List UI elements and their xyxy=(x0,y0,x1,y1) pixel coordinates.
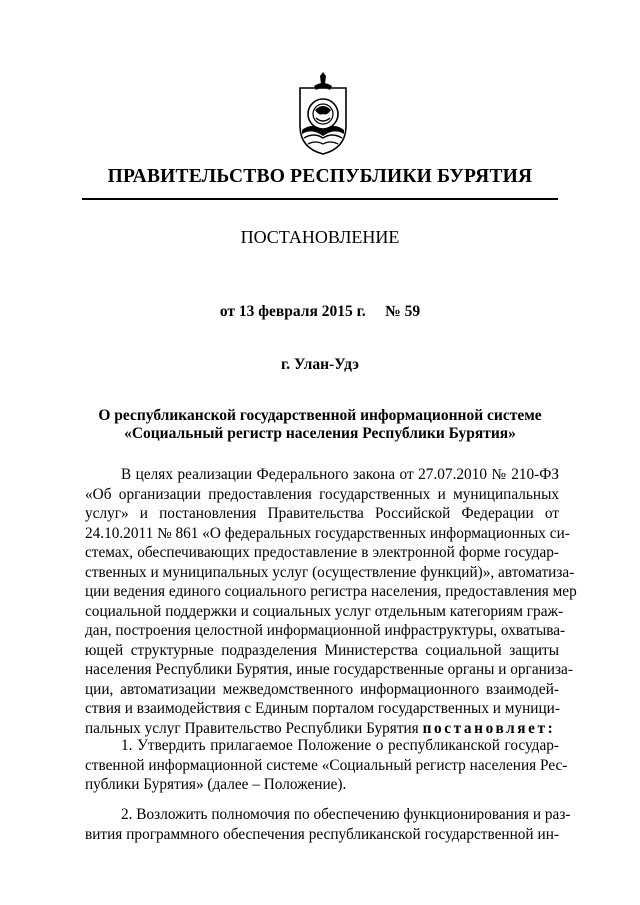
paragraph-line: вития программного обеспечения республиканской государственной ин- xyxy=(85,825,559,843)
paragraph-line: услуг» и постановления Правительства Российской Федерации от xyxy=(85,505,559,522)
document-title xyxy=(60,407,580,443)
header-rule xyxy=(82,198,558,200)
decree-word: постановляет: xyxy=(422,719,556,737)
government-name: ПРАВИТЕЛЬСТВО РЕСПУБЛИКИ БУРЯТИЯ xyxy=(107,166,533,187)
paragraph-line: населения Республики Бурятия, иные государственные органы и организа- xyxy=(85,661,573,678)
preamble-paragraph xyxy=(85,465,577,738)
coat-of-arms-emblem xyxy=(294,72,352,156)
title-line: О республиканской государственной информационной системе xyxy=(98,407,542,424)
paragraph-line: «Об организации предоставления государственных и муниципальных xyxy=(85,485,559,503)
paragraph-line: ющей структурные подразделения Министерства социальной защиты xyxy=(85,641,559,659)
paragraph-line: В целях реализации Федерального закона от 27.07.2010 № 210-ФЗ xyxy=(121,466,559,483)
paragraph-line: ции ведения единого социального регистра населения, предоставления мер xyxy=(85,583,577,600)
paragraph-line: ствия и взаимодействия с Единым порталом государственных и муници- xyxy=(85,700,560,717)
paragraph-line-text: пальных услуг Правительство Республики Бурятия xyxy=(85,719,419,737)
paragraph-line: ственной информационной системе «Социальный регистр населения Рес- xyxy=(85,756,568,774)
paragraph-line: 24.10.2011 № 861 «О федеральных государственных информационных си- xyxy=(85,524,570,542)
item-1-paragraph xyxy=(85,736,568,795)
paragraph-line: ции, автоматизации межведомственного информационного взаимодей- xyxy=(85,680,559,698)
document-type: ПОСТАНОВЛЕНИЕ xyxy=(240,227,400,247)
date-and-number: от 13 февраля 2015 г. № 59 xyxy=(219,303,421,320)
paragraph-line: ственных и муниципальных услуг (осуществление функций)», автоматиза- xyxy=(85,563,575,581)
paragraph-line: 2. Возложить полномочия по обеспечению функционирования и раз- xyxy=(121,806,571,823)
paragraph-line: социальной поддержки и социальных услуг отдельным категориям граж- xyxy=(85,602,564,620)
paragraph-line: 1. Утвердить прилагаемое Положение о республиканской государ- xyxy=(121,737,559,754)
title-line: «Социальный регистр населения Республики Бурятия» xyxy=(124,425,516,442)
paragraph-last-line: публики Бурятия» (далее – Положение). xyxy=(85,776,347,793)
paragraph-line: дан, построения целостной информационной инфраструктуры, охватыва- xyxy=(85,622,566,639)
item-2-paragraph xyxy=(85,805,571,844)
city: г. Улан-Удэ xyxy=(280,356,359,373)
paragraph-line: стемах, обеспечивающих предоставление в электронной форме государ- xyxy=(85,544,559,561)
